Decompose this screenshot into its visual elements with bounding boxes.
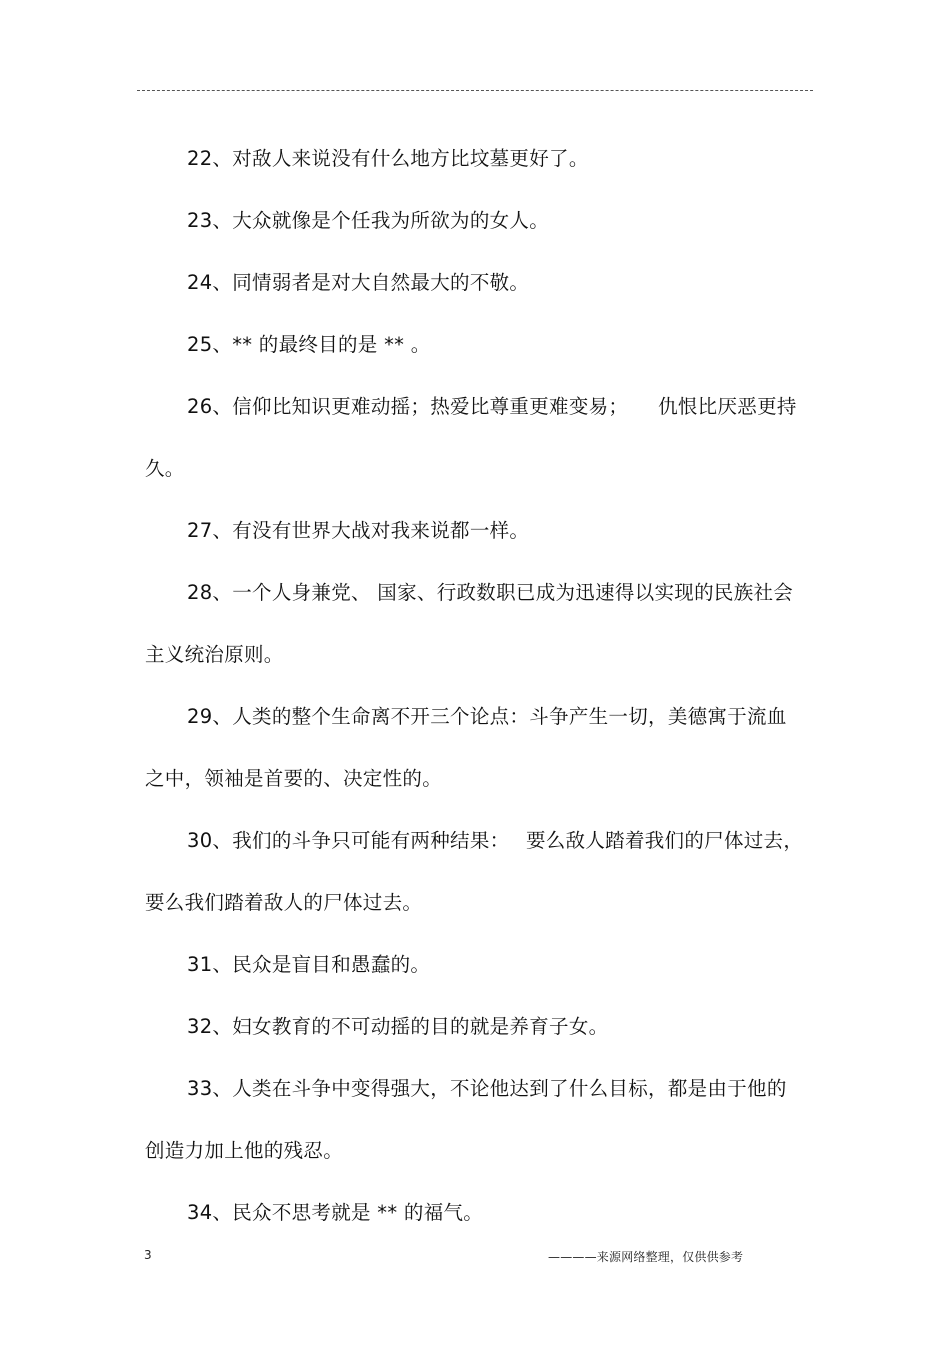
quote-item-33: 33、人类在斗争中变得强大，不论他达到了什么目标，都是由于他的创造力加上他的残忍。 xyxy=(145,1077,787,1162)
quote-item-31: 31、民众是盲目和愚蠢的。 xyxy=(187,953,431,976)
quote-item-28: 28、一个人身兼党、 国家、行政数职已成为迅速得以实现的民族社会主义统治原则。 xyxy=(145,581,794,666)
quote-item-32: 32、妇女教育的不可动摇的目的就是养育子女。 xyxy=(187,1015,609,1038)
quote-item-34: 34、民众不思考就是 ** 的福气。 xyxy=(187,1201,484,1224)
footer-source-note: ————来源网络整理，仅供供参考 xyxy=(548,1250,744,1264)
quote-item-22: 22、对敌人来说没有什么地方比坟墓更好了。 xyxy=(187,147,589,170)
quote-item-24: 24、同情弱者是对大自然最大的不敬。 xyxy=(187,271,530,294)
quote-item-27: 27、有没有世界大战对我来说都一样。 xyxy=(187,519,530,542)
page-number: 3 xyxy=(144,1248,152,1262)
quote-item-29: 29、人类的整个生命离不开三个论点：斗争产生一切，美德寓于流血之中，领袖是首要的、决定性的。 xyxy=(145,705,787,790)
quote-item-23: 23、大众就像是个任我为所欲为的女人。 xyxy=(187,209,550,232)
quote-item-30: 30、我们的斗争只可能有两种结果： 要么敌人踏着我们的尸体过去，要么我们踏着敌人的尸体过去。 xyxy=(145,829,804,914)
quote-item-26: 26、信仰比知识更难动摇；热爱比尊重更难变易； 仇恨比厌恶更持久。 xyxy=(145,395,797,480)
quote-list xyxy=(145,128,805,1244)
header-dashed-rule xyxy=(137,90,813,91)
quote-item-25: 25、** 的最终目的是 ** 。 xyxy=(187,333,431,356)
